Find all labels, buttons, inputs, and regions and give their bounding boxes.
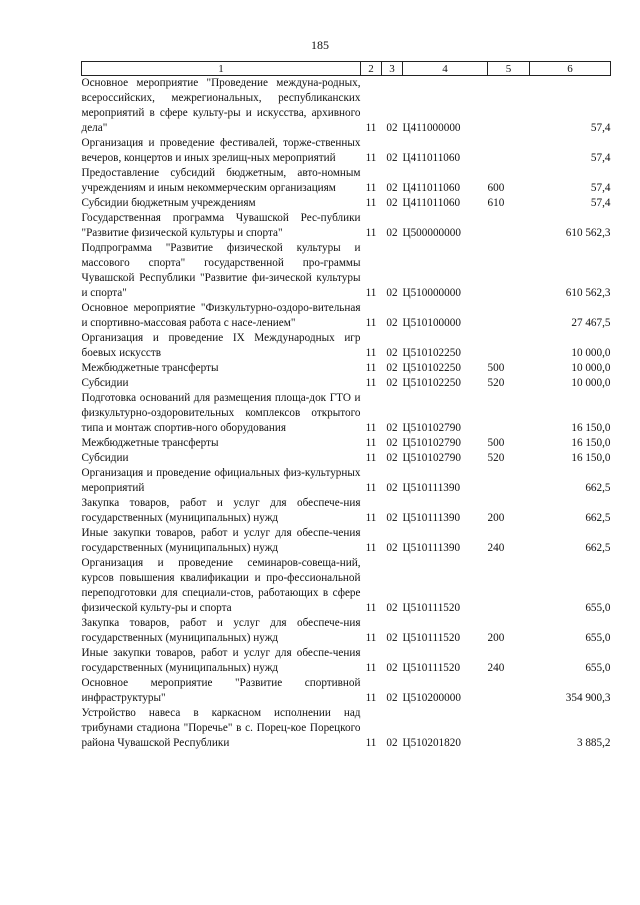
table-row (82, 451, 611, 466)
name-cell: Субсидии (81, 452, 129, 464)
target-article-cell: Ц411000000 (402, 122, 461, 134)
expense-type-cell: 500 (487, 437, 505, 449)
amount-cell: 16 150,0 (571, 437, 611, 449)
subsection-cell: 02 (386, 452, 398, 464)
amount-cell: 3 885,2 (576, 737, 611, 749)
section-cell: 11 (365, 482, 377, 494)
section-cell: 11 (365, 287, 377, 299)
section-cell: 11 (365, 227, 377, 239)
section-cell: 11 (365, 422, 377, 434)
section-cell: 11 (365, 122, 377, 134)
budget-table (81, 61, 611, 751)
expense-type-cell: 610 (487, 197, 505, 209)
table-row (82, 241, 611, 301)
name-cell: Субсидии бюджетным учреждениям (81, 197, 256, 209)
table-row (82, 76, 611, 137)
expense-type-cell (488, 241, 530, 301)
target-article-cell: Ц510111520 (402, 602, 461, 614)
name-cell: Подготовка оснований для размещения площа-док ГТО и физкультурно-оздоровительных комплексов открытого типа и монтаж спортив-ного оборудования (81, 392, 361, 434)
name-cell: Устройство навеса в каркасном исполнении над трибунами стадиона "Поречье" в с. Порец-кое Порецкого района Чувашской Республики (81, 707, 361, 749)
subsection-cell: 02 (386, 512, 398, 524)
subsection-cell: 02 (386, 152, 398, 164)
section-cell: 11 (365, 452, 377, 464)
expense-type-cell (488, 466, 530, 496)
expense-type-cell (488, 301, 530, 331)
table-row (82, 391, 611, 436)
section-cell: 11 (365, 437, 377, 449)
expense-type-cell (488, 706, 530, 751)
section-cell: 11 (365, 362, 377, 374)
target-article-cell: Ц510102790 (402, 437, 461, 449)
target-article-cell: Ц510100000 (402, 317, 461, 329)
name-cell: Закупка товаров, работ и услуг для обеспече-ния государственных (муниципальных) нужд (81, 497, 361, 524)
target-article-cell: Ц510102250 (402, 362, 461, 374)
target-article-cell: Ц510111520 (402, 662, 461, 674)
table-row (82, 496, 611, 526)
expense-type-cell: 240 (487, 662, 505, 674)
name-cell: Основное мероприятие "Проведение междуна-родных, всероссийских, межрегиональных, республиканских мероприятий в сфере культу-ры и искусства, архивного дела" (81, 77, 361, 134)
name-cell: Закупка товаров, работ и услуг для обеспече-ния государственных (муниципальных) нужд (81, 617, 361, 644)
name-cell: Организация и проведение фестивалей, торже-ственных вечеров, концертов и иных зрелищ-ных мероприятий (81, 137, 361, 164)
name-cell: Организация и проведение IX Международных игр боевых искусств (81, 332, 361, 359)
name-cell: Подпрограмма "Развитие физической культуры и массового спорта" государственной про-граммы Чувашской Республики "Развитие фи-зической культуры и спорта" (81, 242, 361, 299)
subsection-cell: 02 (386, 422, 398, 434)
table-row (82, 436, 611, 451)
table-row (82, 676, 611, 706)
amount-cell: 655,0 (585, 632, 611, 644)
table-row (82, 646, 611, 676)
table-row (82, 166, 611, 196)
amount-cell: 610 562,3 (565, 227, 611, 239)
expense-type-cell: 200 (487, 512, 505, 524)
expense-type-cell: 500 (487, 362, 505, 374)
subsection-cell: 02 (386, 602, 398, 614)
table-row (82, 211, 611, 241)
section-cell: 11 (365, 347, 377, 359)
subsection-cell: 02 (386, 542, 398, 554)
name-cell: Основное мероприятие "Физкультурно-оздоро-вительная и спортивно-массовая работа с насе-лением" (81, 302, 361, 329)
table-row (82, 466, 611, 496)
table-row (82, 136, 611, 166)
subsection-cell: 02 (386, 122, 398, 134)
name-cell: Межбюджетные трансферты (81, 437, 219, 449)
subsection-cell: 02 (386, 347, 398, 359)
table-row (82, 331, 611, 361)
name-cell: Основное мероприятие "Развитие спортивной инфраструктуры" (81, 677, 361, 704)
target-article-cell: Ц510200000 (402, 692, 461, 704)
name-cell: Субсидии (81, 377, 129, 389)
amount-cell: 662,5 (585, 512, 611, 524)
section-cell: 11 (365, 152, 377, 164)
expense-type-cell: 600 (487, 182, 505, 194)
expense-type-cell: 520 (487, 377, 505, 389)
expense-type-cell: 240 (487, 542, 505, 554)
target-article-cell: Ц510111390 (402, 542, 461, 554)
name-cell: Организация и проведение семинаров-совеща-ний, курсов повышения квалификации и про-фессиональной переподготовки для специали-стов, работающих в сфере физической культу-ры и спорта (81, 557, 361, 614)
amount-cell: 57,4 (590, 182, 611, 194)
subsection-cell: 02 (386, 377, 398, 389)
amount-cell: 16 150,0 (571, 422, 611, 434)
section-cell: 11 (365, 377, 377, 389)
section-cell: 11 (365, 197, 377, 209)
table-row (82, 361, 611, 376)
amount-cell: 57,4 (590, 197, 611, 209)
header-col-5: 5 (488, 62, 530, 76)
subsection-cell: 02 (386, 317, 398, 329)
name-cell: Предоставление субсидий бюджетным, авто-номным учреждениям и иным некоммерческим организациям (81, 167, 361, 194)
target-article-cell: Ц510102250 (402, 377, 461, 389)
header-col-2: 2 (361, 62, 382, 76)
name-cell: Государственная программа Чувашской Рес-публики "Развитие физической культуры и спорта" (81, 212, 361, 239)
header-col-1: 1 (82, 62, 361, 76)
amount-cell: 10 000,0 (571, 377, 611, 389)
amount-cell: 57,4 (590, 152, 611, 164)
table-row (82, 706, 611, 751)
subsection-cell: 02 (386, 182, 398, 194)
table-header (82, 62, 611, 76)
amount-cell: 655,0 (585, 662, 611, 674)
section-cell: 11 (365, 602, 377, 614)
table-row (82, 376, 611, 391)
target-article-cell: Ц411011060 (402, 197, 461, 209)
amount-cell: 57,4 (590, 122, 611, 134)
subsection-cell: 02 (386, 197, 398, 209)
section-cell: 11 (365, 542, 377, 554)
table-row (82, 556, 611, 616)
header-col-6: 6 (530, 62, 611, 76)
header-row (82, 62, 611, 76)
target-article-cell: Ц510201820 (402, 737, 461, 749)
target-article-cell: Ц411011060 (402, 152, 461, 164)
subsection-cell: 02 (386, 362, 398, 374)
name-cell: Иные закупки товаров, работ и услуг для обеспе-чения государственных (муниципальных) нужд (81, 647, 361, 674)
section-cell: 11 (365, 662, 377, 674)
subsection-cell: 02 (386, 287, 398, 299)
name-cell: Иные закупки товаров, работ и услуг для обеспе-чения государственных (муниципальных) нужд (81, 527, 361, 554)
expense-type-cell (488, 76, 530, 137)
target-article-cell: Ц510102790 (402, 452, 461, 464)
subsection-cell: 02 (386, 662, 398, 674)
expense-type-cell: 200 (487, 632, 505, 644)
table-row (82, 196, 611, 211)
header-col-3: 3 (382, 62, 403, 76)
header-col-4: 4 (403, 62, 488, 76)
subsection-cell: 02 (386, 632, 398, 644)
target-article-cell: Ц510102790 (402, 422, 461, 434)
target-article-cell: Ц411011060 (402, 182, 461, 194)
amount-cell: 662,5 (585, 542, 611, 554)
table-row (82, 526, 611, 556)
page-number: 185 (311, 38, 329, 52)
table-body (82, 76, 611, 752)
amount-cell: 10 000,0 (571, 362, 611, 374)
amount-cell: 610 562,3 (565, 287, 611, 299)
section-cell: 11 (365, 182, 377, 194)
amount-cell: 662,5 (585, 482, 611, 494)
amount-cell: 10 000,0 (571, 347, 611, 359)
subsection-cell: 02 (386, 482, 398, 494)
target-article-cell: Ц510111390 (402, 512, 461, 524)
amount-cell: 354 900,3 (565, 692, 611, 704)
expense-type-cell (488, 136, 530, 166)
subsection-cell: 02 (386, 737, 398, 749)
target-article-cell: Ц510111520 (402, 632, 461, 644)
target-article-cell: Ц510102250 (402, 347, 461, 359)
section-cell: 11 (365, 692, 377, 704)
expense-type-cell (488, 391, 530, 436)
target-article-cell: Ц510111390 (402, 482, 461, 494)
subsection-cell: 02 (386, 227, 398, 239)
amount-cell: 16 150,0 (571, 452, 611, 464)
target-article-cell: Ц510000000 (402, 287, 461, 299)
section-cell: 11 (365, 737, 377, 749)
section-cell: 11 (365, 512, 377, 524)
expense-type-cell (488, 331, 530, 361)
section-cell: 11 (365, 317, 377, 329)
target-article-cell: Ц500000000 (402, 227, 461, 239)
table-row (82, 301, 611, 331)
amount-cell: 655,0 (585, 602, 611, 614)
subsection-cell: 02 (386, 692, 398, 704)
table-row (82, 616, 611, 646)
name-cell: Организация и проведение официальных физ-культурных мероприятий (81, 467, 361, 494)
expense-type-cell (488, 556, 530, 616)
name-cell: Межбюджетные трансферты (81, 362, 219, 374)
expense-type-cell: 520 (487, 452, 505, 464)
expense-type-cell (488, 676, 530, 706)
amount-cell: 27 467,5 (571, 317, 611, 329)
subsection-cell: 02 (386, 437, 398, 449)
section-cell: 11 (365, 632, 377, 644)
expense-type-cell (488, 211, 530, 241)
